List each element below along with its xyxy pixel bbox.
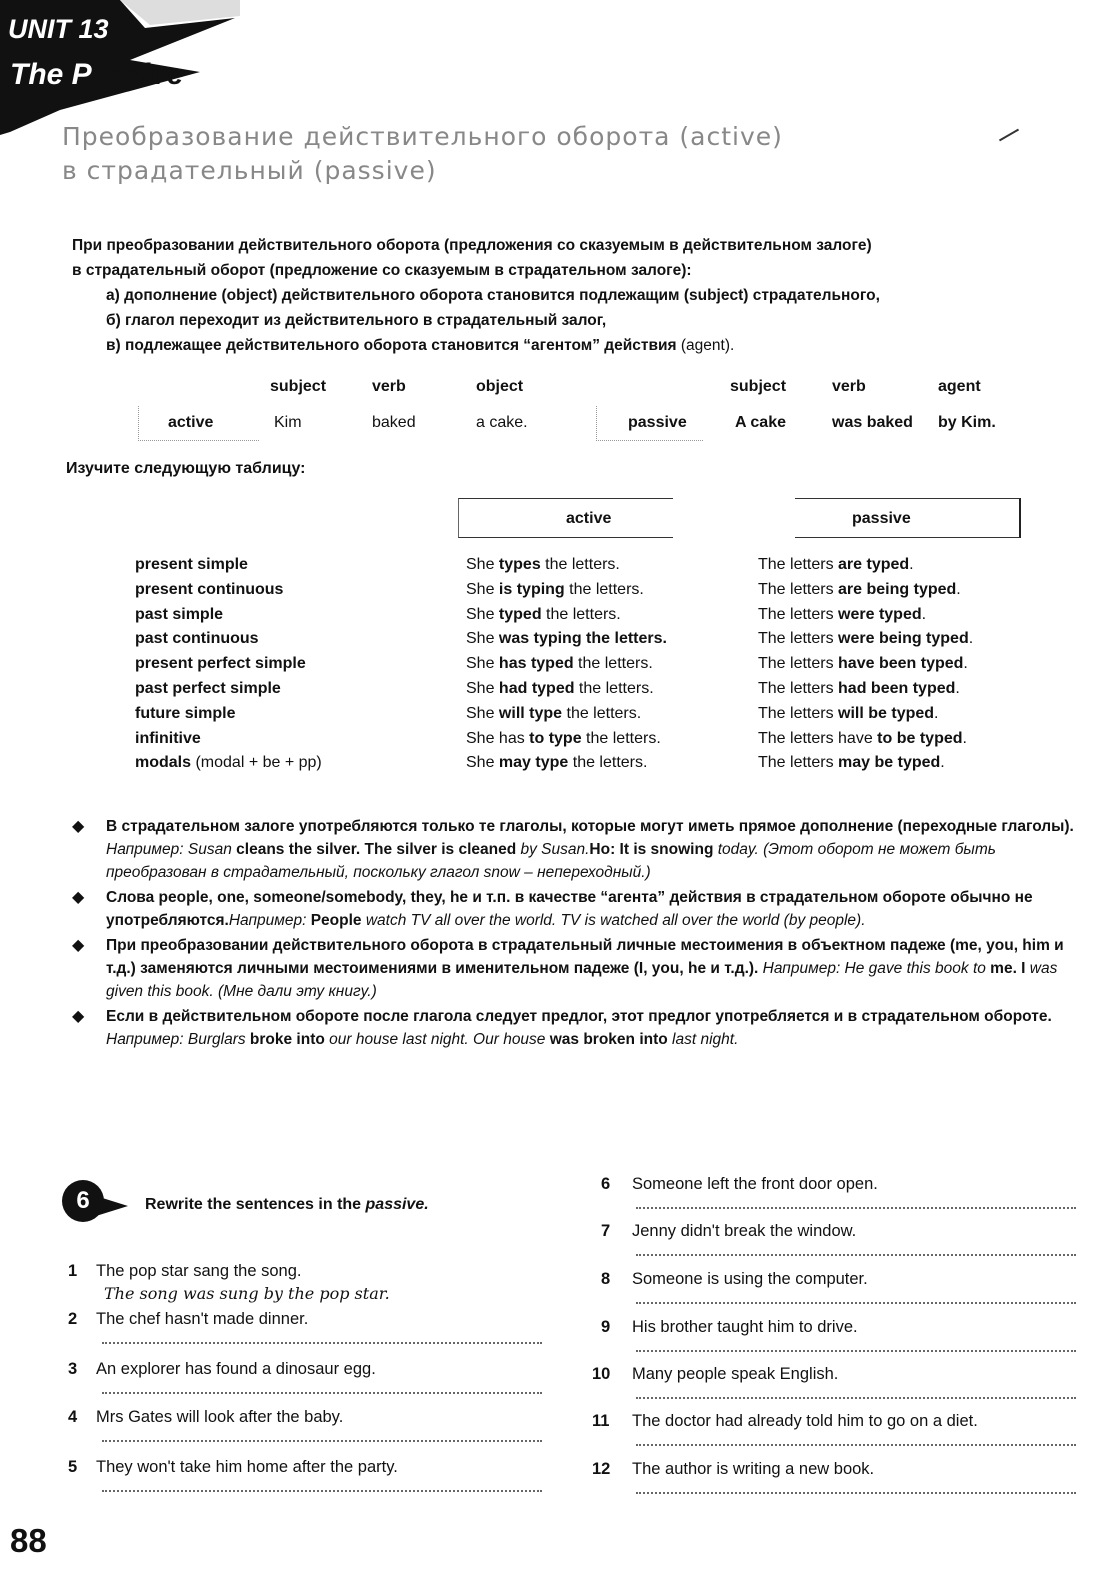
item-sentence: An explorer has found a dinosaur egg.	[96, 1360, 376, 1378]
table-row	[0, 705, 1109, 730]
example-active-label: active	[168, 414, 214, 431]
answer-line[interactable]	[102, 1490, 542, 1492]
section-heading-line2: в страдательный (passive)	[62, 156, 437, 185]
exercise-number-badge: 6	[62, 1180, 104, 1222]
note-item: ◆ Слова people, one, someone/somebody, they, he и т.п. в качестве “агента” действия в страдательном обороте обычно не употребляются.Например: People watch TV all over the world. TV is watched all over the world (by people).	[72, 886, 1082, 932]
item-number: 1	[68, 1262, 78, 1280]
answer-line[interactable]	[636, 1492, 1076, 1494]
active-example: She will type the letters.	[466, 704, 642, 722]
active-example: She may type the letters.	[466, 754, 648, 772]
example-active-subject: Kim	[274, 414, 302, 431]
answer-line[interactable]	[636, 1207, 1076, 1209]
note-item: ◆ При преобразовании действительного оборота в страдательный личные местоимения в объектном падеже (me, you, him и т.д.) заменяются личными местоимениями в именительном падеже (I, you, he и т.д.). Например: He gave this book to me. I was given this book. (Мне дали эту книгу.)	[72, 934, 1082, 1003]
intro-rules: При преобразовании действительного оборота (предложения со сказуемым в действительном залоге) в страдательный оборот (предложение со сказуемым в страдательном залоге): а) дополнение (object) действительного оборота становится подлежащим (subject) страдательного, б) глагол переходит из действительного в страдательный залог, в) подлежащее действительного оборота становится “агентом” действия (agent).	[72, 237, 880, 354]
page-number: 88	[10, 1522, 47, 1559]
item-number: 12	[592, 1460, 611, 1478]
tense-name: past continuous	[135, 630, 259, 648]
answer-line[interactable]	[636, 1350, 1076, 1352]
tense-name: infinitive	[135, 729, 201, 747]
answer-line[interactable]	[102, 1392, 542, 1394]
exercise-instruction: Rewrite the sentences in the passive.	[145, 1196, 429, 1213]
table-caption: Изучите следующую таблицу:	[66, 460, 306, 477]
active-example: She was typing the letters.	[466, 630, 667, 648]
item-number: 11	[592, 1412, 610, 1430]
answer-line[interactable]	[636, 1444, 1076, 1446]
table-row	[0, 680, 1109, 705]
answer-line[interactable]	[636, 1302, 1076, 1304]
passive-example: The letters are typed.	[758, 556, 914, 573]
item-sentence: Someone left the front door open.	[632, 1175, 878, 1193]
passive-example: The letters had been typed.	[758, 680, 960, 697]
item-number: 9	[601, 1318, 611, 1336]
item-number: 3	[68, 1360, 78, 1378]
example-active-object: a cake.	[476, 414, 528, 431]
diamond-bullet-icon: ◆	[72, 1008, 85, 1025]
example-header-verb: verb	[372, 378, 406, 395]
example-header-verb-passive: verb	[832, 378, 866, 395]
example-passive-agent: by Kim.	[938, 414, 996, 431]
passive-example: The letters are being typed.	[758, 580, 961, 598]
tense-name: present perfect simple	[135, 655, 306, 673]
item-sentence: The pop star sang the song.	[96, 1262, 302, 1280]
item-sentence: Mrs Gates will look after the baby.	[96, 1408, 344, 1426]
example-passive-verb: was baked	[832, 414, 913, 431]
answer-line[interactable]	[102, 1342, 542, 1344]
section-heading-line1: Преобразование действительного оборота (active)	[62, 122, 783, 151]
item-sentence: The chef hasn't made dinner.	[96, 1310, 309, 1328]
unit-title: The Passive	[10, 58, 184, 91]
scan-mark	[999, 129, 1019, 142]
active-example: She typed the letters.	[466, 605, 621, 623]
item-sentence: The author is writing a new book.	[632, 1460, 875, 1478]
example-answer: The song was sung by the pop star.	[104, 1284, 390, 1303]
item-sentence: The doctor had already told him to go on a diet.	[632, 1412, 978, 1430]
tense-name: past simple	[135, 605, 224, 623]
active-example: She has typed the letters.	[466, 655, 653, 673]
item-number: 8	[601, 1270, 611, 1288]
active-column-header: active	[566, 510, 612, 527]
passive-example: The letters have to be typed.	[758, 729, 967, 747]
table-row	[0, 730, 1109, 755]
example-header-subject: subject	[270, 378, 327, 395]
table-row	[0, 556, 1109, 581]
table-row	[0, 655, 1109, 680]
diamond-bullet-icon: ◆	[72, 818, 85, 835]
tense-name: past perfect simple	[135, 680, 281, 697]
example-header-agent: agent	[938, 378, 981, 395]
notes-list	[72, 815, 1082, 1053]
item-sentence: Jenny didn't break the window.	[632, 1222, 857, 1240]
example-active-verb: baked	[372, 414, 416, 431]
item-number: 10	[592, 1365, 611, 1383]
item-sentence: His brother taught him to drive.	[632, 1318, 858, 1336]
active-example: She had typed the letters.	[466, 680, 654, 697]
example-passive-subject: A cake	[735, 414, 786, 431]
answer-line[interactable]	[636, 1254, 1076, 1256]
passive-example: The letters have been typed.	[758, 655, 968, 673]
active-example: She has to type the letters.	[466, 729, 661, 747]
example-header-subject-passive: subject	[730, 378, 787, 395]
note-item: ◆ Если в действительном обороте после глагола следует предлог, этот предлог употребляется и в страдательном обороте. Например: Burglars broke into our house last night. Our house was broken into last night.	[72, 1005, 1082, 1051]
table-row	[0, 630, 1109, 655]
item-number: 7	[601, 1222, 611, 1240]
diamond-bullet-icon: ◆	[72, 889, 85, 906]
tense-name: future simple	[135, 704, 236, 722]
item-number: 6	[601, 1175, 611, 1193]
answer-line[interactable]	[636, 1397, 1076, 1399]
item-sentence: Someone is using the computer.	[632, 1270, 868, 1288]
item-number: 2	[68, 1310, 78, 1328]
tense-name: modals (modal + be + pp)	[135, 754, 322, 772]
active-example: She types the letters.	[466, 556, 620, 573]
table-row	[0, 581, 1109, 606]
answer-line[interactable]	[102, 1440, 542, 1442]
table-row	[0, 606, 1109, 631]
tense-name: present continuous	[135, 580, 284, 598]
table-row	[0, 754, 1109, 779]
note-item: ◆ В страдательном залоге употребляются только те глаголы, которые могут иметь прямое дополнение (переходные глаголы). Например: Susan cleans the silver. The silver is cleaned by Susan.Но: It is snowing today. (Этот оборот не может быть преобразован в страдательный, поскольку глагол snow – непереходный.)	[72, 815, 1082, 884]
passive-example: The letters will be typed.	[758, 704, 939, 722]
item-sentence: They won't take him home after the party.	[96, 1458, 398, 1476]
item-number: 5	[68, 1458, 78, 1476]
passive-example: The letters were being typed.	[758, 630, 974, 648]
example-passive-label: passive	[628, 414, 687, 431]
active-example: She is typing the letters.	[466, 580, 644, 598]
example-header-object: object	[476, 378, 524, 395]
diamond-bullet-icon: ◆	[72, 937, 85, 954]
item-number: 4	[68, 1408, 78, 1426]
passive-example: The letters may be typed.	[758, 754, 945, 772]
passive-example: The letters were typed.	[758, 605, 927, 623]
tense-name: present simple	[135, 556, 248, 573]
unit-label: UNIT 13	[8, 14, 109, 44]
passive-column-header: passive	[852, 510, 911, 527]
item-sentence: Many people speak English.	[632, 1365, 839, 1383]
